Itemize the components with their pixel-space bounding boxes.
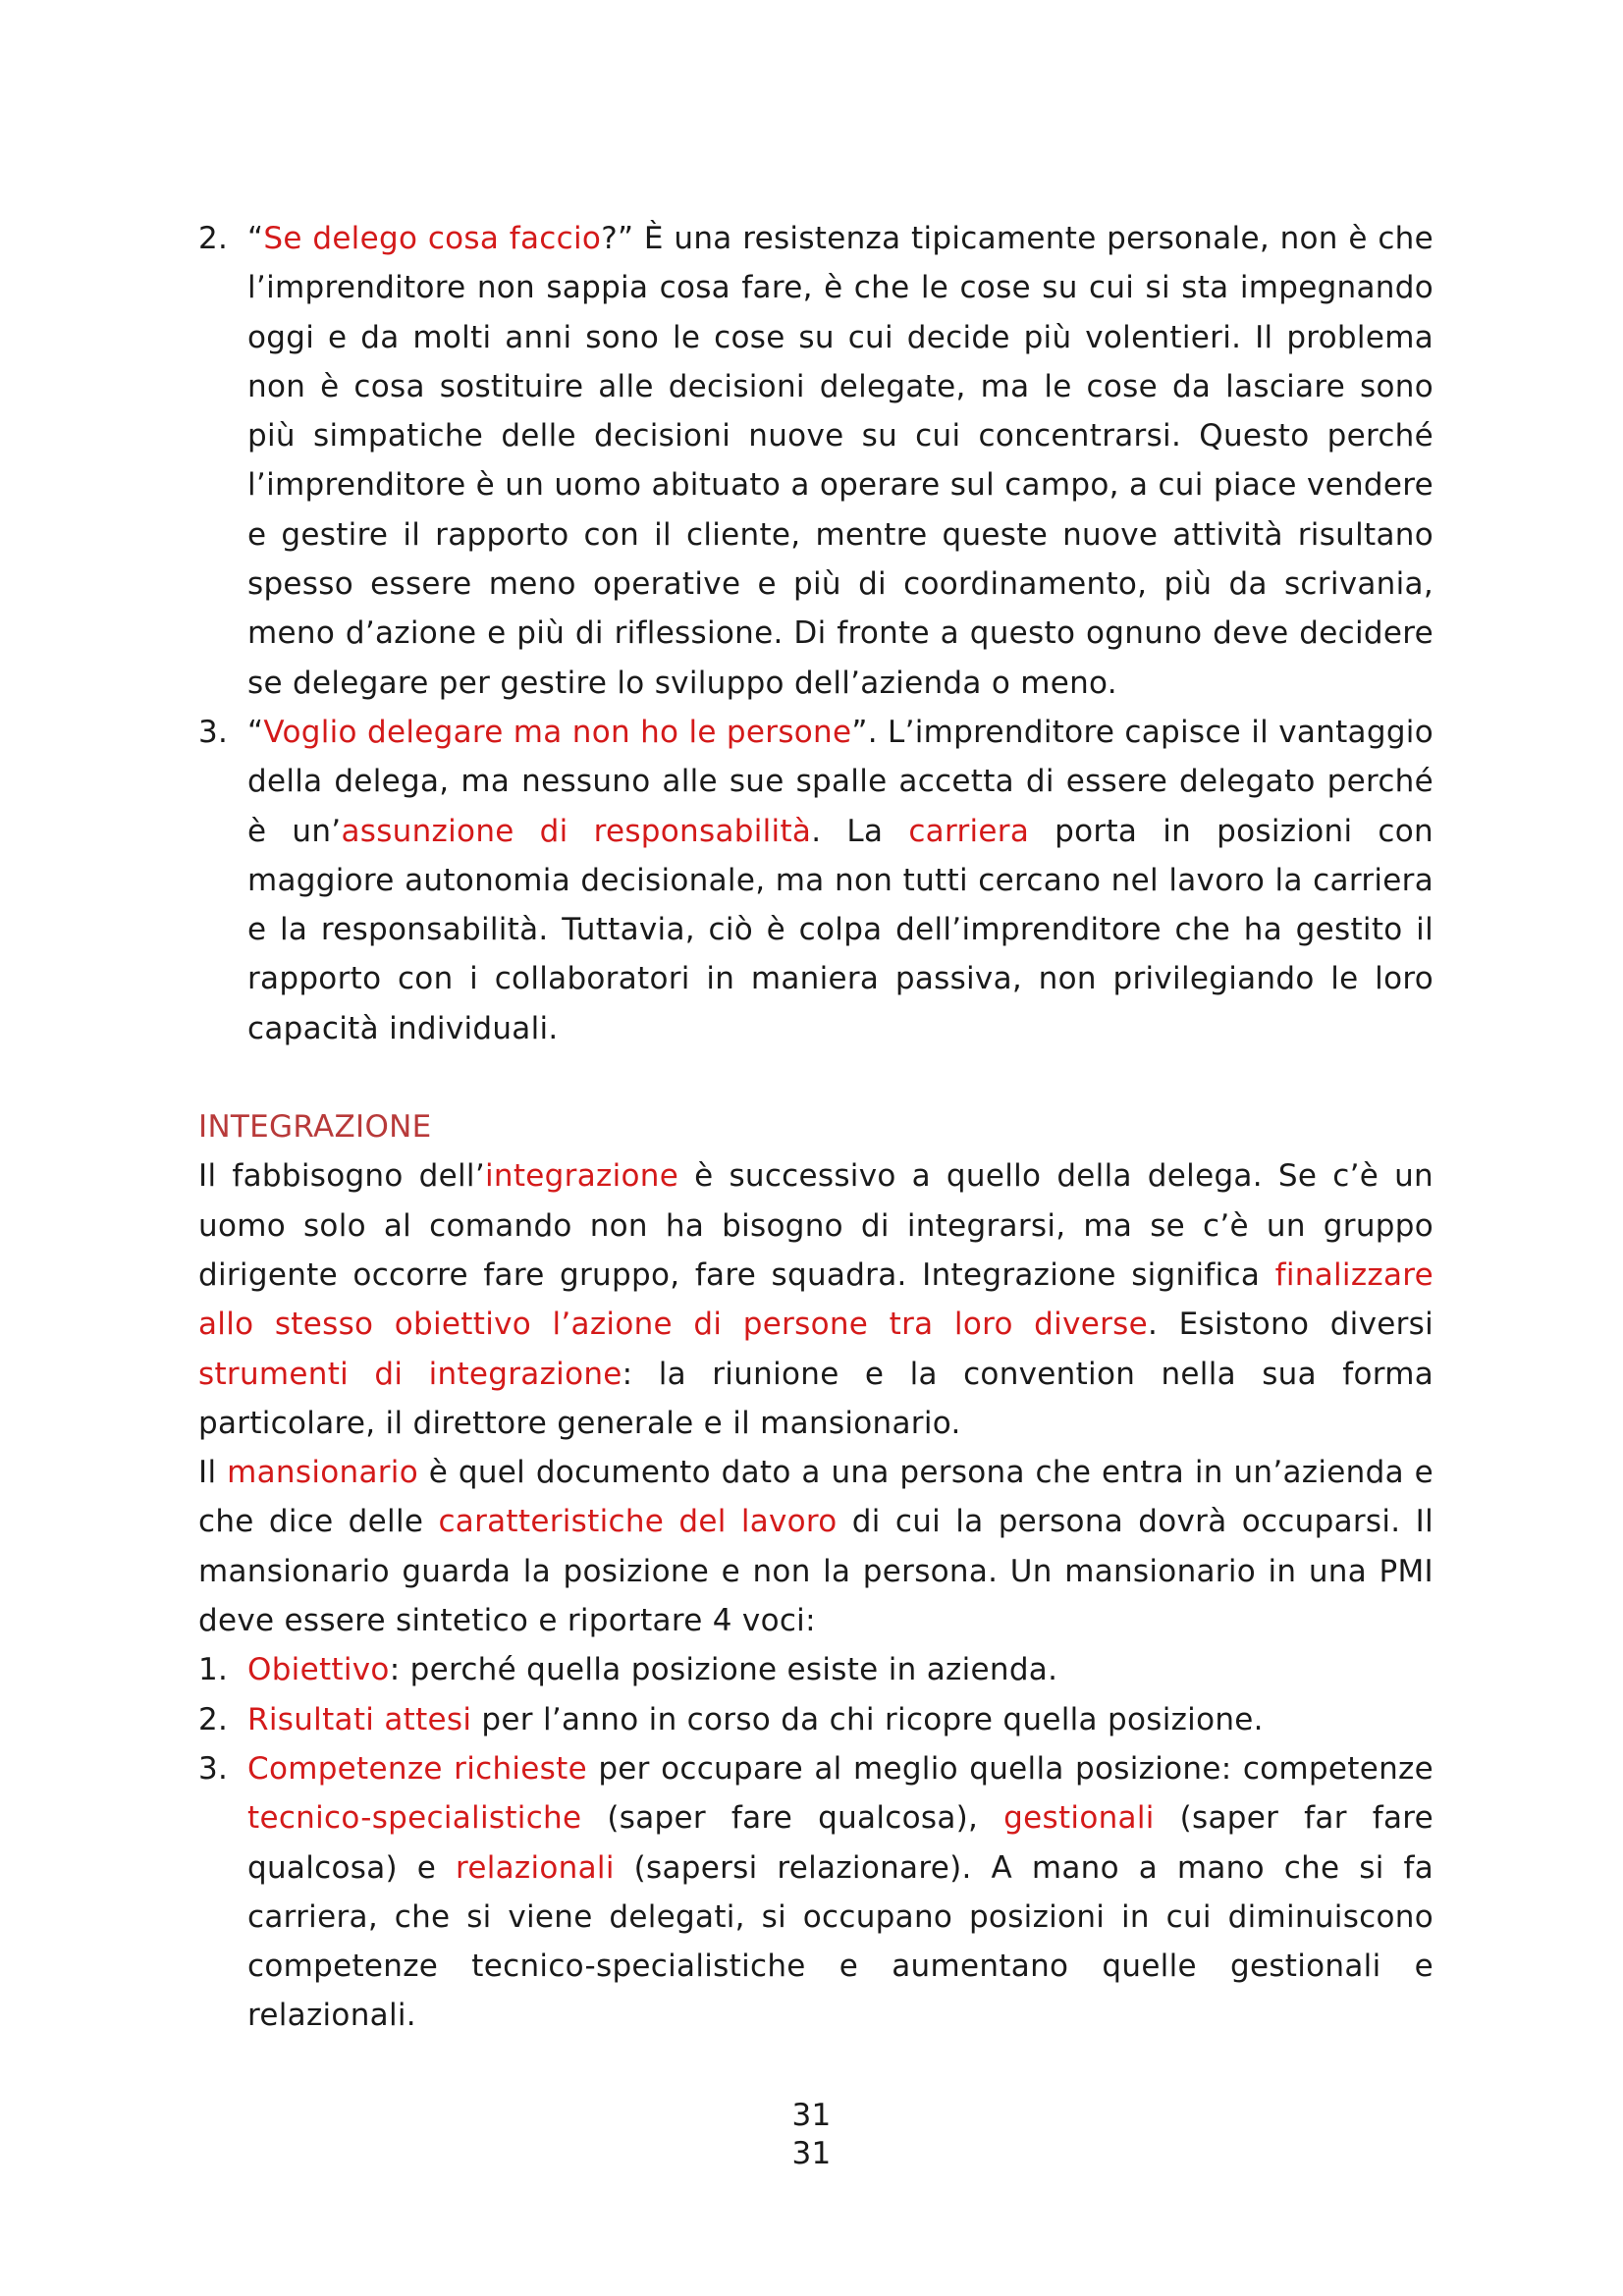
list-item [198,708,1434,1053]
list-item-number: 3. [198,1750,229,1787]
list-item-text: (saper far fare qualcosa) e [247,1800,1434,1886]
page-number: 31 [791,2136,832,2171]
page-content [198,214,1434,2041]
highlight-phrase: finalizzare allo stesso obiettivo l’azione di persone tra loro diverse [198,1256,1434,1343]
list-item-text: ”. L’imprenditore capisce il vantaggio della delega, ma nessuno alle sue spalle accetta di essere delegato perché è un’ [247,714,1434,849]
highlight-phrase: tecnico-specialistiche [247,1800,582,1837]
list-item-text: per occupare al meglio quella posizione: competenze [586,1750,1434,1787]
list-item-text: . La [811,813,909,849]
list-item-number: 3. [198,714,229,750]
list-item-text: per l’anno in corso da chi ricopre quella posizione. [471,1701,1264,1737]
highlight-phrase: Voglio delegare ma non ho le persone [263,714,852,750]
highlight-phrase: carriera [908,813,1030,849]
highlight-phrase: integrazione [484,1158,679,1195]
highlight-phrase: mansionario [227,1455,418,1491]
list-item [198,1695,1434,1744]
list-item [198,1744,1434,2041]
highlight-phrase: caratteristiche del lavoro [438,1504,838,1540]
quote-open: “ [247,714,264,750]
highlight-phrase: gestionali [1003,1800,1155,1837]
delegation-resistance-list [198,214,1434,1053]
paragraph-text: . Esistono diversi [1147,1307,1434,1343]
paragraph-text: Il [198,1455,228,1491]
highlight-phrase: relazionali [455,1849,615,1886]
paragraph [198,1448,1434,1645]
paragraph [198,1151,1434,1448]
mansionario-voci-list [198,1645,1434,2040]
highlight-phrase: strumenti di integrazione [198,1356,622,1392]
list-item-text: ?” È una resistenza tipicamente personale, non è che l’imprenditore non sappia cosa fare, è che le cose su cui si sta impegnando oggi e da molti anni sono le cose su cui decide più volentieri. Il problema non è cosa sostituire alle decisioni delegate, ma le cose da lasciare sono più simpatiche delle decisioni nuove su cui concentrarsi. Questo perché l’imprenditore è un uomo abituato a operare sul campo, a cui piace vendere e gestire il rapporto con il cliente, mentre queste nuove attività risultano spesso essere meno operative e più di coordinamento, più da scrivania, meno d’azione e più di riflessione. Di fronte a questo ognuno deve decidere se delegare per gestire lo sviluppo dell’azienda o meno. [247,221,1434,701]
section-heading: INTEGRAZIONE [198,1109,432,1146]
list-item-text: (saper fare qualcosa), [581,1800,1004,1837]
quote-open: “ [247,221,264,256]
paragraph-text: di cui la persona dovrà occuparsi. Il mansionario guarda la posizione e non la persona. Un mansionario in una PMI deve essere sintetico e riportare 4 voci: [198,1504,1434,1639]
list-item [198,214,1434,708]
list-item-text: (sapersi relazionare). A mano a mano che si fa carriera, che si viene delegati, si occupano posizioni in cui diminuiscono competenze tecnico-specialistiche e aumentano quelle gestionali e relazionali. [247,1849,1434,2034]
highlight-phrase: Obiettivo [247,1652,390,1688]
highlight-phrase: Risultati attesi [247,1701,472,1737]
highlight-phrase: assunzione di responsabilità [341,813,812,849]
highlight-phrase: Competenze richieste [247,1750,587,1787]
list-item-number: 1. [198,1652,229,1688]
list-item-text: : perché quella posizione esiste in azienda. [389,1652,1058,1688]
paragraph-text: è quel documento dato a una persona che entra in un’azienda e che dice delle [198,1455,1434,1540]
list-item [198,1645,1434,1694]
paragraph-text: è successivo a quello della delega. Se c’è un uomo solo al comando non ha bisogno di integrarsi, ma se c’è un gruppo dirigente occorre fare gruppo, fare squadra. Integrazione significa [198,1158,1434,1293]
list-item-number: 2. [198,1701,229,1737]
paragraph-text: : la riunione e la convention nella sua forma particolare, il direttore generale e il mansionario. [198,1356,1434,1441]
list-item-text: porta in posizioni con maggiore autonomia decisionale, ma non tutti cercano nel lavoro la carriera e la responsabilità. Tuttavia, ciò è colpa dell’imprenditore che ha gestito il rapporto con i collaboratori in maniera passiva, non privilegiando le loro capacità individuali. [247,813,1434,1046]
list-item-number: 2. [198,221,229,256]
paragraph-text: Il fabbisogno dell’ [198,1158,485,1195]
page-number: 31 [791,2098,832,2133]
highlight-phrase: Se delego cosa faccio [263,221,602,256]
